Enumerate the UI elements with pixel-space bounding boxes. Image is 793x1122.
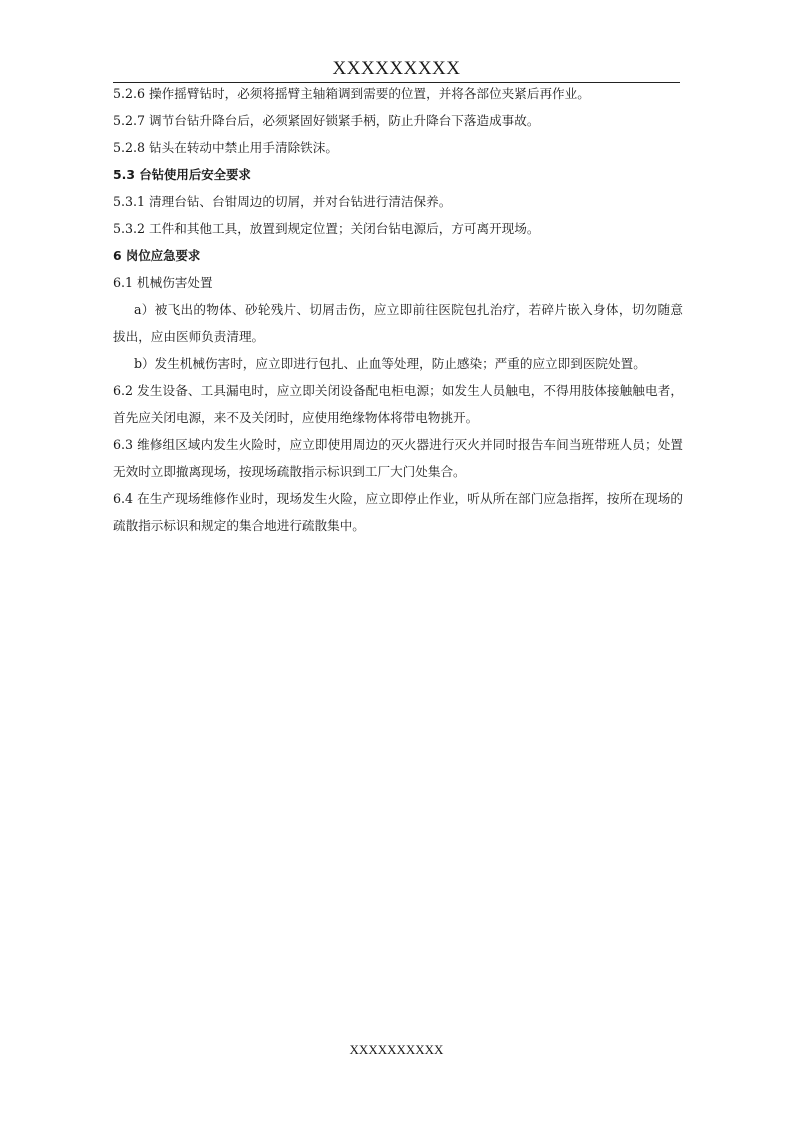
- clause-5-2-6: 5.2.6 操作摇臂钻时，必须将摇臂主轴箱调到需要的位置，并将各部位夹紧后再作业。: [113, 86, 590, 101]
- clause-6-2: 6.2 发生设备、工具漏电时，应立即关闭设备配电柜电源；如发生人员触电，不得用肢体接触触电者，首先应关闭电源，来不及关闭时，应使用绝缘物体将带电物挑开。: [113, 383, 683, 425]
- clause-6-1-a: a）被飞出的物体、砂轮残片、切屑击伤，应立即前往医院包扎治疗，若碎片嵌入身体，切勿随意拔出，应由医师负责清理。: [113, 302, 683, 344]
- section-heading-5-3: 5.3 台钻使用后安全要求: [113, 167, 251, 182]
- document-body: [113, 80, 683, 539]
- clause-5-2-7: 5.2.7 调节台钻升降台后，必须紧固好锁紧手柄，防止升降台下落造成事故。: [113, 113, 540, 128]
- section-heading-6: 6 岗位应急要求: [113, 248, 201, 263]
- clause-5-3-1: 5.3.1 清理台钻、台钳周边的切屑，并对台钻进行清洁保养。: [113, 194, 452, 209]
- page-header: XXXXXXXXX: [113, 58, 680, 83]
- page-footer: XXXXXXXXXX: [349, 1042, 444, 1057]
- clause-6-1-b: b）发生机械伤害时，应立即进行包扎、止血等处理，防止感染；严重的应立即到医院处置。: [134, 356, 646, 371]
- clause-6-4: 6.4 在生产现场维修作业时，现场发生火险，应立即停止作业，听从所在部门应急指挥，按所在现场的疏散指示标识和规定的集合地进行疏散集中。: [113, 491, 683, 533]
- clause-6-3: 6.3 维修组区域内发生火险时，应立即使用周边的灭火器进行灭火并同时报告车间当班带班人员；处置无效时立即撤离现场，按现场疏散指示标识到工厂大门处集合。: [113, 437, 683, 479]
- clause-6-1: 6.1 机械伤害处置: [113, 275, 213, 290]
- clause-5-3-2: 5.3.2 工件和其他工具，放置到规定位置；关闭台钻电源后，方可离开现场。: [113, 221, 540, 236]
- clause-5-2-8: 5.2.8 钻头在转动中禁止用手清除铁沫。: [113, 140, 338, 155]
